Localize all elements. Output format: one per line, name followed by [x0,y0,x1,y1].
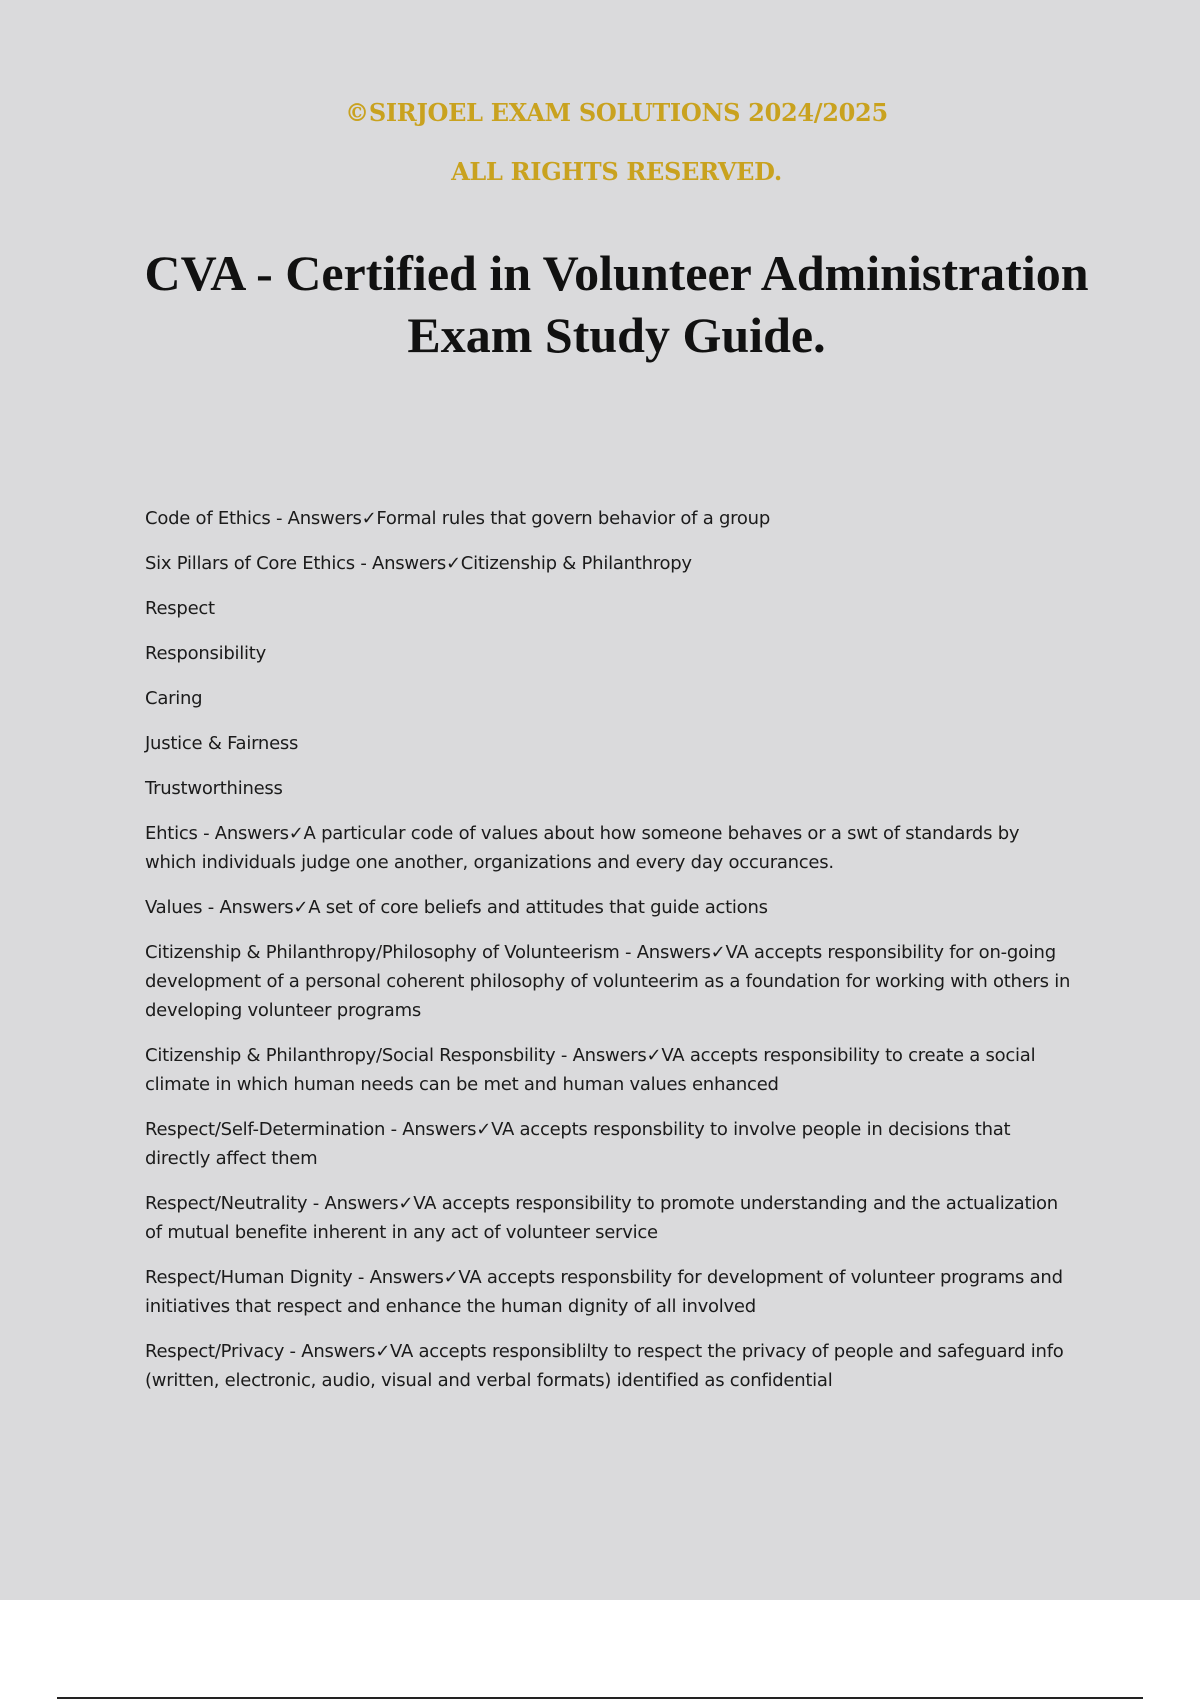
entry-trustworthiness: Trustworthiness [145,778,283,799]
entry-ethics: Ehtics - Answers✓A particular code of values about how someone behaves or a swt of standards by which individuals judge one another, organizations and every day occurances. [145,823,1020,873]
entry-values: Values - Answers✓A set of core beliefs and attitudes that guide actions [145,897,768,918]
copyright-notice: ©SIRJOEL EXAM SOLUTIONS 2024/2025 [345,98,888,127]
study-guide-entries [145,504,1075,1411]
entry-self-determination: Respect/Self-Determination - Answers✓VA accepts responsbility to involve people in decisions that directly affect them [145,1119,1011,1169]
entry-caring: Caring [145,688,203,709]
title-line-2: Exam Study Guide. [407,307,826,363]
entry-philosophy-of-volunteerism: Citizenship & Philanthropy/Philosophy of Volunteerism - Answers✓VA accepts responsibility for on-going development of a personal coherent philosophy of volunteerim as a foundation for working with others in developing volunteer programs [145,942,1071,1021]
entry-responsibility: Responsibility [145,643,267,664]
page-divider [57,1697,1143,1699]
rights-reserved-notice: ALL RIGHTS RESERVED. [451,157,782,186]
entry-human-dignity: Respect/Human Dignity - Answers✓VA accepts responsbility for development of volunteer programs and initiatives that respect and enhance the human dignity of all involved [145,1267,1063,1317]
entry-neutrality: Respect/Neutrality - Answers✓VA accepts responsibility to promote understanding and the actualization of mutual benefite inherent in any act of volunteer service [145,1193,1058,1243]
entry-social-responsibility: Citizenship & Philanthropy/Social Responsbility - Answers✓VA accepts responsibility to create a social climate in which human needs can be met and human values enhanced [145,1045,1036,1095]
entry-privacy: Respect/Privacy - Answers✓VA accepts responsiblilty to respect the privacy of people and safeguard info (written, electronic, audio, visual and verbal formats) identified as confidential [145,1341,1064,1391]
entry-respect: Respect [145,598,215,619]
entry-six-pillars: Six Pillars of Core Ethics - Answers✓Citizenship & Philanthropy [145,553,692,574]
title-line-1: CVA - Certified in Volunteer Administration [144,245,1089,301]
entry-justice-fairness: Justice & Fairness [145,733,299,754]
document-title [0,242,1200,366]
entry-code-of-ethics: Code of Ethics - Answers✓Formal rules that govern behavior of a group [145,508,770,529]
